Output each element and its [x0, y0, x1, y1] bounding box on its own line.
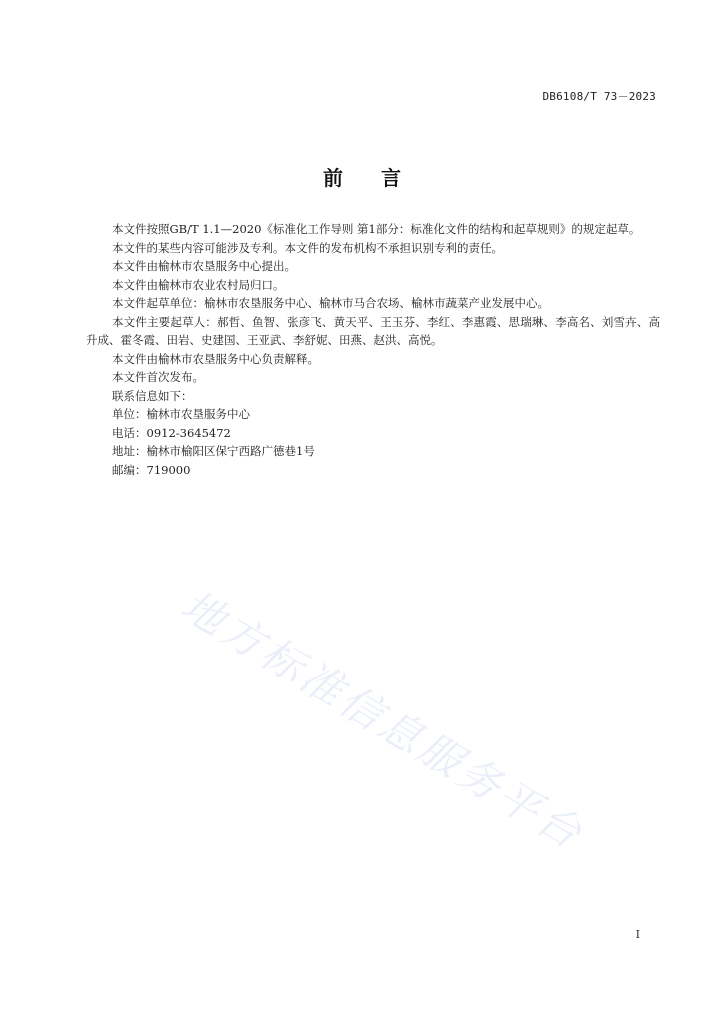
paragraph-drafting-units: 本文件起草单位：榆林市农垦服务中心、榆林市马合农场、榆林市蔬菜产业发展中心。	[112, 296, 549, 310]
paragraph-proposer: 本文件由榆林市农垦服务中心提出。	[112, 259, 296, 273]
page-number: I	[635, 928, 640, 941]
document-code: DB6108/T 73－2023	[542, 90, 656, 103]
foreword-body	[86, 220, 660, 479]
watermark: 地方标准信息服务平台	[172, 580, 593, 860]
contact-phone: 电话：0912-3645472	[112, 425, 231, 440]
contact-unit: 单位：榆林市农垦服务中心	[112, 407, 250, 421]
paragraph-patent-notice: 本文件的某些内容可能涉及专利。本文件的发布机构不承担识别专利的责任。	[112, 240, 503, 255]
paragraph-drafting-rules: 本文件按照GB/T 1.1—2020《标准化工作导则 第1部分：标准化文件的结构和起草规则》的规定起草。	[112, 222, 641, 236]
contact-postcode: 邮编：719000	[112, 462, 191, 477]
page-title: 前言	[323, 166, 439, 190]
contact-address: 地址：榆林市榆阳区保宁西路广德巷1号	[112, 444, 315, 458]
paragraph-contact-heading: 联系信息如下：	[112, 388, 193, 403]
paragraph-first-release: 本文件首次发布。	[112, 370, 204, 384]
paragraph-interpretation: 本文件由榆林市农垦服务中心负责解释。	[112, 351, 319, 366]
paragraph-drafters: 本文件主要起草人：郝哲、鱼智、张彦飞、黄天平、王玉芬、李红、李惠霞、思瑞琳、李高名、刘雪卉、高升成、霍冬霞、田岩、史建国、王亚武、李舒妮、田燕、赵洪、高悦。	[86, 314, 660, 347]
paragraph-centralized-by: 本文件由榆林市农业农村局归口。	[112, 277, 285, 292]
